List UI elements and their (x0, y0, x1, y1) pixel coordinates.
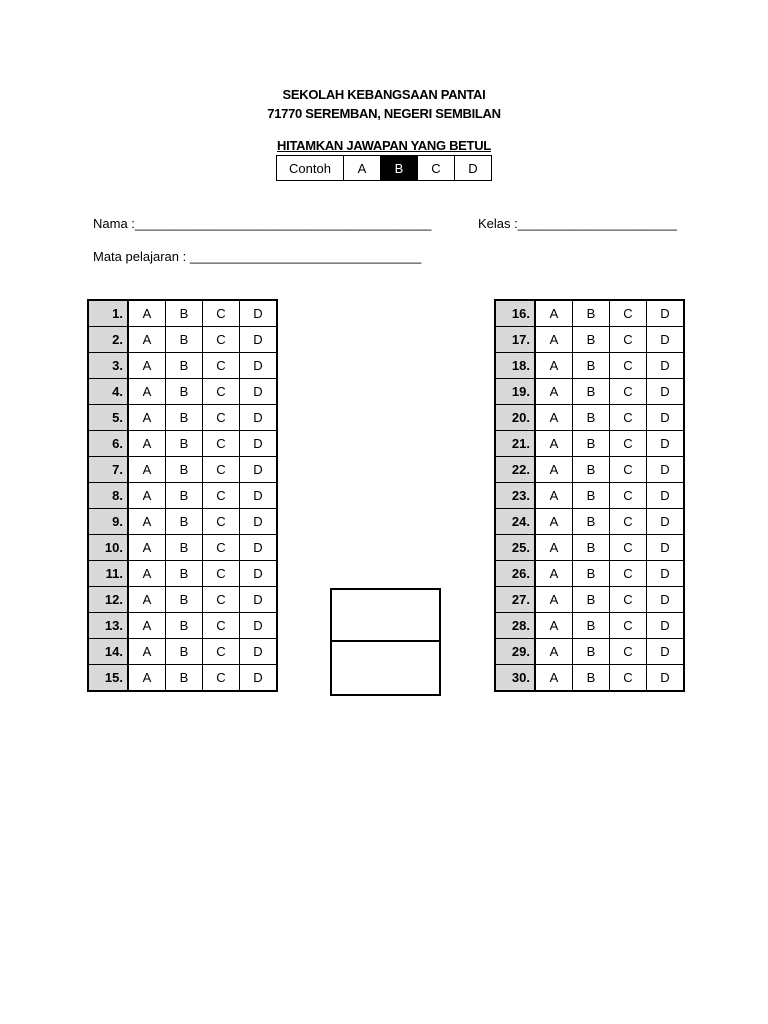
answer-option-b[interactable]: B (166, 431, 203, 457)
question-number: 17. (495, 327, 535, 353)
answer-option-a[interactable]: A (535, 379, 573, 405)
answer-option-d[interactable]: D (647, 639, 685, 665)
answer-row (495, 561, 684, 587)
answer-row (88, 327, 277, 353)
answer-option-c[interactable]: C (610, 587, 647, 613)
subject-field[interactable]: Mata pelajaran : ________________________________ (93, 249, 422, 264)
question-number: 23. (495, 483, 535, 509)
answer-option-a[interactable]: A (535, 353, 573, 379)
answer-row (88, 379, 277, 405)
answer-option-d[interactable]: D (647, 457, 685, 483)
question-number: 14. (88, 639, 128, 665)
answer-option-d[interactable]: D (240, 509, 278, 535)
answer-option-c[interactable]: C (610, 561, 647, 587)
answer-row (88, 431, 277, 457)
example-option-b-filled: B (381, 156, 418, 181)
answer-row (88, 405, 277, 431)
answer-option-c[interactable]: C (610, 665, 647, 692)
answer-row (88, 353, 277, 379)
answer-option-a[interactable]: A (128, 509, 166, 535)
answer-option-c[interactable]: C (610, 327, 647, 353)
answer-option-d[interactable]: D (647, 535, 685, 561)
school-address: 71770 SEREMBAN, NEGERI SEMBILAN (267, 106, 501, 121)
answer-option-b[interactable]: B (573, 561, 610, 587)
example-answer-row (276, 155, 492, 181)
answer-option-d[interactable]: D (647, 665, 685, 692)
answer-option-c[interactable]: C (610, 431, 647, 457)
answer-option-a[interactable]: A (535, 300, 573, 327)
question-number: 6. (88, 431, 128, 457)
answer-option-a[interactable]: A (535, 665, 573, 692)
question-number: 10. (88, 535, 128, 561)
answer-option-a[interactable]: A (128, 353, 166, 379)
answer-option-b[interactable]: B (573, 353, 610, 379)
answer-row (495, 300, 684, 327)
answer-row (88, 457, 277, 483)
answer-option-d[interactable]: D (240, 665, 278, 692)
question-number: 21. (495, 431, 535, 457)
answer-option-c[interactable]: C (610, 535, 647, 561)
answer-grid-right (494, 299, 685, 692)
answer-option-b[interactable]: B (573, 379, 610, 405)
answer-option-b[interactable]: B (166, 483, 203, 509)
answer-option-d[interactable]: D (240, 431, 278, 457)
question-number: 20. (495, 405, 535, 431)
answer-option-d[interactable]: D (647, 405, 685, 431)
answer-option-d[interactable]: D (647, 431, 685, 457)
answer-option-c[interactable]: C (203, 665, 240, 692)
answer-option-d[interactable]: D (240, 300, 278, 327)
answer-row (88, 300, 277, 327)
answer-option-c[interactable]: C (203, 483, 240, 509)
answer-option-a[interactable]: A (535, 457, 573, 483)
answer-option-b[interactable]: B (166, 509, 203, 535)
question-number: 29. (495, 639, 535, 665)
answer-option-d[interactable]: D (240, 587, 278, 613)
answer-option-b[interactable]: B (166, 405, 203, 431)
question-number: 1. (88, 300, 128, 327)
answer-option-a[interactable]: A (535, 431, 573, 457)
answer-option-d[interactable]: D (240, 483, 278, 509)
answer-option-a[interactable]: A (535, 509, 573, 535)
answer-option-a[interactable]: A (535, 405, 573, 431)
answer-row (495, 353, 684, 379)
example-option-d: D (455, 156, 492, 181)
question-number: 19. (495, 379, 535, 405)
answer-option-b[interactable]: B (166, 613, 203, 639)
answer-option-b[interactable]: B (573, 327, 610, 353)
answer-option-b[interactable]: B (166, 665, 203, 692)
answer-option-c[interactable]: C (203, 327, 240, 353)
answer-option-d[interactable]: D (240, 353, 278, 379)
question-number: 28. (495, 613, 535, 639)
answer-option-a[interactable]: A (128, 379, 166, 405)
answer-row (88, 613, 277, 639)
instruction-heading: HITAMKAN JAWAPAN YANG BETUL (277, 138, 491, 153)
answer-option-a[interactable]: A (128, 639, 166, 665)
question-number: 7. (88, 457, 128, 483)
answer-option-a[interactable]: A (535, 483, 573, 509)
answer-option-c[interactable]: C (610, 405, 647, 431)
answer-option-b[interactable]: B (573, 665, 610, 692)
question-number: 27. (495, 587, 535, 613)
answer-option-c[interactable]: C (203, 457, 240, 483)
answer-option-c[interactable]: C (203, 587, 240, 613)
answer-row (88, 535, 277, 561)
answer-option-c[interactable]: C (610, 509, 647, 535)
answer-row (495, 509, 684, 535)
score-box (330, 588, 441, 696)
answer-row (88, 561, 277, 587)
answer-row (88, 639, 277, 665)
answer-option-d[interactable]: D (647, 613, 685, 639)
answer-option-d[interactable]: D (240, 535, 278, 561)
answer-option-a[interactable]: A (128, 405, 166, 431)
answer-row (88, 483, 277, 509)
question-number: 11. (88, 561, 128, 587)
answer-option-d[interactable]: D (240, 405, 278, 431)
answer-option-c[interactable]: C (610, 457, 647, 483)
answer-option-a[interactable]: A (128, 613, 166, 639)
question-number: 16. (495, 300, 535, 327)
answer-option-c[interactable]: C (203, 431, 240, 457)
question-number: 26. (495, 561, 535, 587)
question-number: 9. (88, 509, 128, 535)
answer-row (88, 665, 277, 692)
answer-option-c[interactable]: C (610, 379, 647, 405)
question-number: 30. (495, 665, 535, 692)
answer-option-b[interactable]: B (166, 535, 203, 561)
answer-option-b[interactable]: B (573, 639, 610, 665)
answer-row (495, 431, 684, 457)
answer-option-d[interactable]: D (240, 613, 278, 639)
question-number: 12. (88, 587, 128, 613)
question-number: 13. (88, 613, 128, 639)
answer-option-a[interactable]: A (535, 639, 573, 665)
answer-option-a[interactable]: A (535, 613, 573, 639)
answer-option-c[interactable]: C (610, 639, 647, 665)
answer-option-a[interactable]: A (535, 535, 573, 561)
answer-option-c[interactable]: C (610, 613, 647, 639)
answer-option-d[interactable]: D (647, 379, 685, 405)
answer-option-c[interactable]: C (203, 535, 240, 561)
answer-option-a[interactable]: A (535, 561, 573, 587)
answer-option-b[interactable]: B (573, 457, 610, 483)
answer-option-c[interactable]: C (203, 613, 240, 639)
answer-option-d[interactable]: D (647, 509, 685, 535)
answer-option-a[interactable]: A (128, 587, 166, 613)
answer-option-d[interactable]: D (240, 457, 278, 483)
example-option-c: C (418, 156, 455, 181)
answer-option-b[interactable]: B (166, 457, 203, 483)
answer-option-b[interactable]: B (166, 639, 203, 665)
answer-option-c[interactable]: C (203, 509, 240, 535)
answer-option-d[interactable]: D (647, 483, 685, 509)
answer-grid-left (87, 299, 278, 692)
answer-option-b[interactable]: B (573, 613, 610, 639)
answer-option-d[interactable]: D (240, 327, 278, 353)
answer-option-b[interactable]: B (573, 587, 610, 613)
answer-option-c[interactable]: C (203, 639, 240, 665)
answer-option-c[interactable]: C (203, 561, 240, 587)
answer-option-b[interactable]: B (166, 587, 203, 613)
answer-option-c[interactable]: C (203, 300, 240, 327)
question-number: 24. (495, 509, 535, 535)
answer-option-d[interactable]: D (240, 561, 278, 587)
answer-option-d[interactable]: D (240, 379, 278, 405)
answer-option-a[interactable]: A (128, 535, 166, 561)
answer-option-c[interactable]: C (610, 483, 647, 509)
answer-option-a[interactable]: A (128, 561, 166, 587)
class-field[interactable]: Kelas :______________________ (478, 216, 677, 231)
answer-option-c[interactable]: C (203, 379, 240, 405)
question-number: 4. (88, 379, 128, 405)
answer-row (495, 379, 684, 405)
question-number: 2. (88, 327, 128, 353)
question-number: 8. (88, 483, 128, 509)
school-name: SEKOLAH KEBANGSAAN PANTAI (282, 87, 486, 102)
answer-option-b[interactable]: B (573, 483, 610, 509)
question-number: 22. (495, 457, 535, 483)
answer-row (495, 405, 684, 431)
question-number: 15. (88, 665, 128, 692)
answer-option-a[interactable]: A (128, 483, 166, 509)
answer-option-b[interactable]: B (573, 431, 610, 457)
answer-option-c[interactable]: C (610, 300, 647, 327)
answer-option-d[interactable]: D (240, 639, 278, 665)
answer-option-b[interactable]: B (573, 535, 610, 561)
answer-option-b[interactable]: B (166, 327, 203, 353)
question-number: 18. (495, 353, 535, 379)
answer-option-a[interactable]: A (535, 327, 573, 353)
answer-option-c[interactable]: C (203, 405, 240, 431)
answer-option-d[interactable]: D (647, 561, 685, 587)
answer-option-b[interactable]: B (573, 509, 610, 535)
answer-row (88, 587, 277, 613)
name-field[interactable]: Nama :_________________________________________ (93, 216, 432, 231)
answer-option-b[interactable]: B (166, 353, 203, 379)
score-box-divider (332, 640, 439, 642)
answer-option-c[interactable]: C (610, 353, 647, 379)
example-option-a: A (344, 156, 381, 181)
example-label: Contoh (277, 156, 344, 181)
answer-option-b[interactable]: B (166, 379, 203, 405)
answer-row (495, 639, 684, 665)
question-number: 25. (495, 535, 535, 561)
answer-row (495, 587, 684, 613)
answer-option-b[interactable]: B (166, 300, 203, 327)
answer-option-a[interactable]: A (128, 327, 166, 353)
question-number: 5. (88, 405, 128, 431)
answer-row (495, 457, 684, 483)
answer-option-a[interactable]: A (128, 457, 166, 483)
answer-option-a[interactable]: A (128, 300, 166, 327)
answer-row (88, 509, 277, 535)
answer-option-a[interactable]: A (535, 587, 573, 613)
answer-option-a[interactable]: A (128, 431, 166, 457)
answer-option-b[interactable]: B (573, 300, 610, 327)
answer-option-a[interactable]: A (128, 665, 166, 692)
answer-row (495, 483, 684, 509)
answer-option-d[interactable]: D (647, 327, 685, 353)
answer-row (495, 613, 684, 639)
answer-option-b[interactable]: B (166, 561, 203, 587)
answer-option-d[interactable]: D (647, 587, 685, 613)
answer-row (495, 327, 684, 353)
answer-option-d[interactable]: D (647, 353, 685, 379)
answer-option-c[interactable]: C (203, 353, 240, 379)
question-number: 3. (88, 353, 128, 379)
answer-row (495, 665, 684, 692)
answer-option-b[interactable]: B (573, 405, 610, 431)
answer-option-d[interactable]: D (647, 300, 685, 327)
answer-row (495, 535, 684, 561)
